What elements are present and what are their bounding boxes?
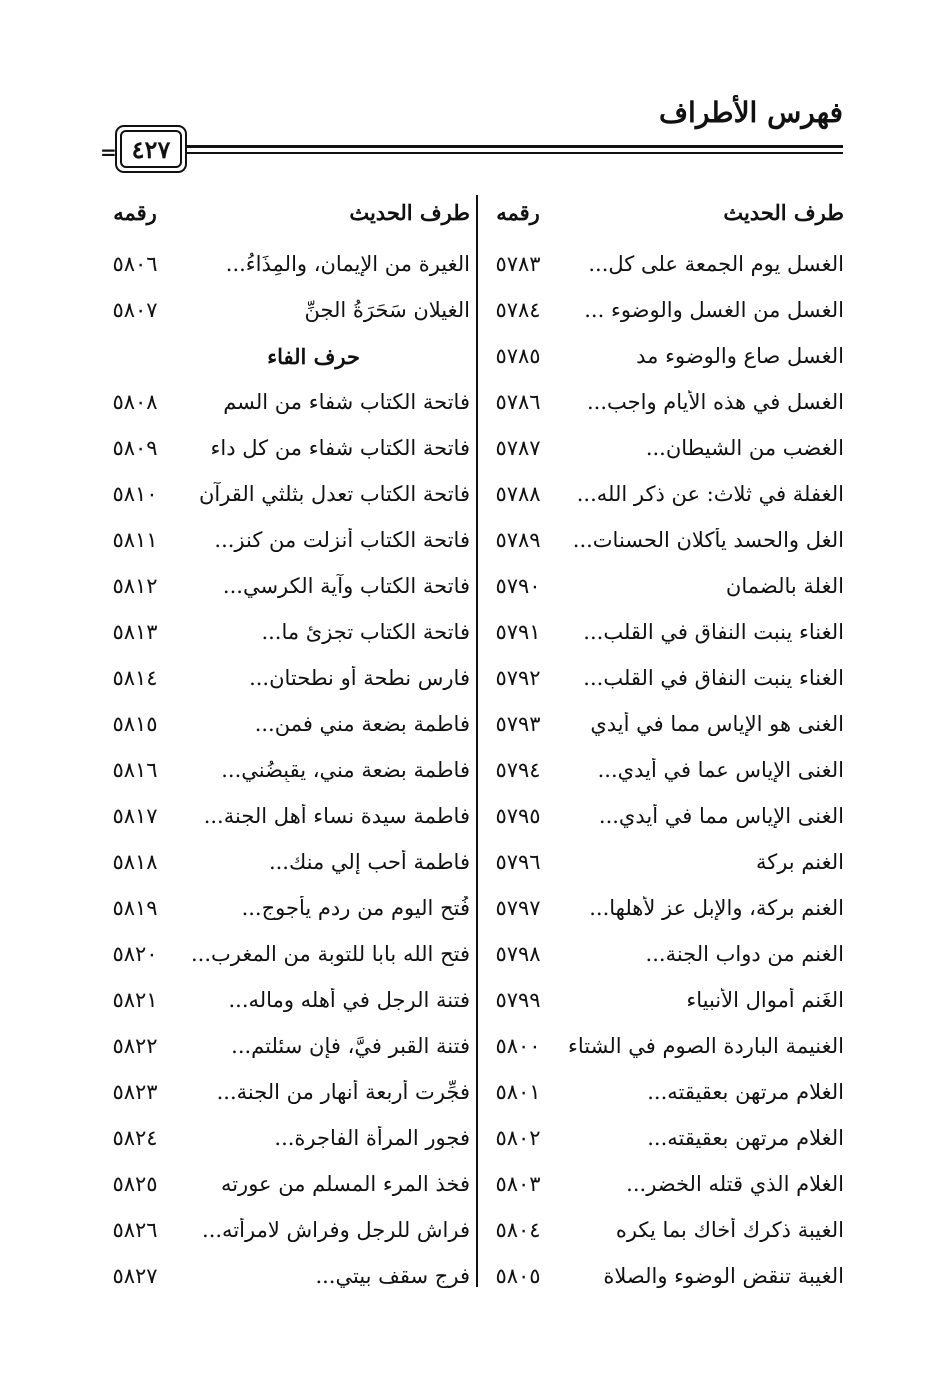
index-row bbox=[482, 655, 844, 701]
page-number: ٤٢٧ bbox=[131, 134, 171, 164]
hadith-number: ٥٧٩٨ bbox=[495, 942, 541, 966]
index-row bbox=[482, 977, 844, 1023]
index-row bbox=[482, 563, 844, 609]
hadith-number: ٥٧٨٥ bbox=[495, 344, 541, 368]
hadith-number: ٥٨٠٧ bbox=[112, 298, 158, 322]
hadith-number: ٥٨٢٤ bbox=[112, 1126, 158, 1150]
hadith-incipit: الغنم بركة bbox=[755, 850, 844, 874]
index-row bbox=[482, 931, 844, 977]
hadith-incipit: فجور المرأة الفاجرة... bbox=[274, 1126, 470, 1150]
hadith-number: ٥٨١٣ bbox=[112, 620, 158, 644]
hadith-number: ٥٨٠٨ bbox=[112, 390, 158, 414]
hadith-number: ٥٨٢٧ bbox=[112, 1264, 158, 1288]
index-row bbox=[482, 885, 844, 931]
hadith-incipit: فاطمة أحب إلي منك... bbox=[268, 850, 470, 874]
page-number-box bbox=[120, 130, 182, 168]
hadith-incipit: الغنى الإياس عما في أيدي... bbox=[597, 758, 844, 782]
header-hadith-label: طرف الحديث bbox=[349, 199, 470, 225]
hadith-incipit: الغسل من الغسل والوضوء ... bbox=[584, 298, 844, 322]
index-row bbox=[482, 1161, 844, 1207]
right-column-header bbox=[482, 195, 844, 229]
index-row bbox=[482, 609, 844, 655]
hadith-number: ٥٨١٦ bbox=[112, 758, 158, 782]
hadith-incipit: الغنم بركة، والإبل عز لأهلها... bbox=[589, 896, 844, 920]
hadith-number: ٥٨٠٩ bbox=[112, 436, 158, 460]
hadith-number: ٥٨١٤ bbox=[112, 666, 158, 690]
index-row bbox=[482, 517, 844, 563]
hadith-number: ٥٨٢٢ bbox=[112, 1034, 158, 1058]
hadith-number: ٥٨٠٢ bbox=[495, 1126, 541, 1150]
hadith-incipit: الغسل يوم الجمعة على كل... bbox=[588, 252, 844, 276]
index-row bbox=[100, 747, 470, 793]
index-row bbox=[100, 1069, 470, 1115]
index-row bbox=[482, 1207, 844, 1253]
index-row bbox=[100, 517, 470, 563]
index-row bbox=[482, 287, 844, 333]
hadith-incipit: الغناء ينبت النفاق في القلب... bbox=[583, 620, 844, 644]
header-rule-thick bbox=[186, 145, 843, 148]
hadith-number: ٥٧٩١ bbox=[495, 620, 541, 644]
index-row bbox=[100, 1253, 470, 1299]
hadith-incipit: الغل والحسد يأكلان الحسنات... bbox=[572, 528, 844, 552]
hadith-number: ٥٨٠٥ bbox=[495, 1264, 541, 1288]
hadith-number: ٥٨١٠ bbox=[112, 482, 158, 506]
index-row bbox=[482, 425, 844, 471]
index-row bbox=[100, 1207, 470, 1253]
index-row bbox=[482, 471, 844, 517]
section-heading-row bbox=[100, 333, 470, 379]
page-number-dash: = bbox=[100, 140, 117, 164]
hadith-number: ٥٨٢٠ bbox=[112, 942, 158, 966]
hadith-incipit: فاتحة الكتاب أنزلت من كنز... bbox=[214, 528, 470, 552]
hadith-number: ٥٧٩٩ bbox=[495, 988, 541, 1012]
index-row bbox=[100, 1115, 470, 1161]
hadith-number: ٥٨٠٦ bbox=[112, 252, 158, 276]
index-row bbox=[100, 793, 470, 839]
index-row bbox=[482, 1069, 844, 1115]
hadith-number: ٥٧٩٢ bbox=[495, 666, 541, 690]
hadith-incipit: الغنيمة الباردة الصوم في الشتاء bbox=[567, 1034, 844, 1058]
hadith-number: ٥٨١٩ bbox=[112, 896, 158, 920]
index-row bbox=[100, 977, 470, 1023]
index-row bbox=[100, 425, 470, 471]
hadith-incipit: فرج سقف بيتي... bbox=[315, 1264, 470, 1288]
running-title: فهرس الأطراف bbox=[659, 96, 843, 129]
hadith-incipit: فارس نطحة أو نطحتان... bbox=[249, 666, 470, 690]
hadith-incipit: فاتحة الكتاب شفاء من كل داء bbox=[210, 436, 470, 460]
hadith-incipit: الغيبة تنقض الوضوء والصلاة bbox=[603, 1264, 844, 1288]
hadith-incipit: الغيلان سَحَرَةُ الجنِّ bbox=[304, 298, 470, 322]
hadith-incipit: الغلام مرتهن بعقيقته... bbox=[647, 1080, 844, 1104]
index-row bbox=[100, 1161, 470, 1207]
index-row bbox=[482, 701, 844, 747]
hadith-incipit: فاتحة الكتاب وآية الكرسي... bbox=[222, 574, 470, 598]
hadith-number: ٥٨٢٥ bbox=[112, 1172, 158, 1196]
hadith-number: ٥٨٢١ bbox=[112, 988, 158, 1012]
index-row bbox=[482, 1253, 844, 1299]
hadith-incipit: فاطمة سيدة نساء أهل الجنة... bbox=[203, 804, 470, 828]
index-row bbox=[100, 471, 470, 517]
hadith-incipit: الغلام مرتهن بعقيقته... bbox=[647, 1126, 844, 1150]
index-row bbox=[100, 609, 470, 655]
hadith-number: ٥٧٩٣ bbox=[495, 712, 541, 736]
index-row bbox=[482, 839, 844, 885]
hadith-number: ٥٧٩٥ bbox=[495, 804, 541, 828]
index-row bbox=[482, 1023, 844, 1069]
hadith-incipit: فاتحة الكتاب تعدل بثلثي القرآن bbox=[198, 482, 470, 506]
index-row bbox=[100, 655, 470, 701]
index-row bbox=[100, 563, 470, 609]
right-column bbox=[482, 195, 844, 1299]
header-number-label: رقمه bbox=[496, 199, 540, 225]
index-row bbox=[482, 793, 844, 839]
hadith-incipit: الغيبة ذكرك أخاك بما يكره bbox=[615, 1218, 844, 1242]
hadith-incipit: فجِّرت أربعة أنهار من الجنة... bbox=[216, 1080, 470, 1104]
index-row bbox=[100, 1023, 470, 1069]
hadith-number: ٥٨٠٠ bbox=[495, 1034, 541, 1058]
index-row bbox=[482, 241, 844, 287]
hadith-number: ٥٨٠٣ bbox=[495, 1172, 541, 1196]
hadith-number: ٥٨٠١ bbox=[495, 1080, 541, 1104]
hadith-number: ٥٨١١ bbox=[112, 528, 158, 552]
hadith-incipit: الغفلة في ثلاث: عن ذكر الله... bbox=[576, 482, 844, 506]
hadith-incipit: فاتحة الكتاب تجزئ ما... bbox=[261, 620, 470, 644]
left-column-header bbox=[100, 195, 470, 229]
hadith-incipit: الغنى هو الإياس مما في أيدي bbox=[590, 712, 844, 736]
column-divider bbox=[476, 195, 478, 1287]
hadith-number: ٥٧٩٤ bbox=[495, 758, 541, 782]
section-title: حرف الفاء bbox=[267, 343, 360, 369]
index-row bbox=[482, 379, 844, 425]
hadith-number: ٥٨١٥ bbox=[112, 712, 158, 736]
hadith-incipit: الغنى الإياس مما في أيدي... bbox=[598, 804, 844, 828]
index-row bbox=[482, 1115, 844, 1161]
hadith-incipit: فتح الله بابا للتوبة من المغرب... bbox=[191, 942, 470, 966]
hadith-number: ٥٧٨٧ bbox=[495, 436, 541, 460]
index-row bbox=[482, 747, 844, 793]
header-number-label: رقمه bbox=[113, 199, 157, 225]
hadith-incipit: فتنة القبر فيَّ، فإن سئلتم... bbox=[231, 1034, 470, 1058]
hadith-number: ٥٨١٨ bbox=[112, 850, 158, 874]
header-hadith-label: طرف الحديث bbox=[723, 199, 844, 225]
hadith-number: ٥٧٩٦ bbox=[495, 850, 541, 874]
hadith-incipit: الغناء ينبت النفاق في القلب... bbox=[583, 666, 844, 690]
index-row bbox=[100, 241, 470, 287]
header-rule-thin bbox=[186, 152, 843, 154]
index-row bbox=[100, 931, 470, 977]
hadith-incipit: الغلام الذي قتله الخضر... bbox=[626, 1172, 844, 1196]
hadith-incipit: الغسل صاع والوضوء مد bbox=[636, 344, 844, 368]
hadith-incipit: فراش للرجل وفراش لامرأته... bbox=[202, 1218, 470, 1242]
hadith-incipit: الغيرة من الإيمان، والمِذَاءُ... bbox=[225, 252, 470, 276]
hadith-incipit: الغلة بالضمان bbox=[725, 574, 844, 598]
hadith-number: ٥٨١٧ bbox=[112, 804, 158, 828]
hadith-number: ٥٧٨٣ bbox=[495, 252, 541, 276]
hadith-number: ٥٧٩٠ bbox=[495, 574, 541, 598]
index-row bbox=[100, 701, 470, 747]
hadith-number: ٥٨٢٣ bbox=[112, 1080, 158, 1104]
index-row bbox=[482, 333, 844, 379]
hadith-number: ٥٨١٢ bbox=[112, 574, 158, 598]
hadith-incipit: فاطمة بضعة مني فمن... bbox=[254, 712, 470, 736]
hadith-incipit: فتنة الرجل في أهله وماله... bbox=[228, 988, 470, 1012]
index-row bbox=[100, 379, 470, 425]
hadith-incipit: فاتحة الكتاب شفاء من السم bbox=[223, 390, 470, 414]
hadith-number: ٥٨٢٦ bbox=[112, 1218, 158, 1242]
hadith-incipit: فُتح اليوم من ردم يأجوج... bbox=[241, 896, 470, 920]
index-row bbox=[100, 287, 470, 333]
hadith-number: ٥٧٩٧ bbox=[495, 896, 541, 920]
index-row bbox=[100, 885, 470, 931]
hadith-incipit: الغنم من دواب الجنة... bbox=[645, 942, 844, 966]
hadith-incipit: الغسل في هذه الأيام واجب... bbox=[586, 390, 844, 414]
index-row bbox=[100, 839, 470, 885]
hadith-number: ٥٧٨٦ bbox=[495, 390, 541, 414]
hadith-number: ٥٨٠٤ bbox=[495, 1218, 541, 1242]
left-column bbox=[100, 195, 470, 1299]
hadith-incipit: الغضب من الشيطان... bbox=[645, 436, 844, 460]
hadith-incipit: الغَنم أموال الأنبياء bbox=[686, 988, 844, 1012]
hadith-number: ٥٧٨٩ bbox=[495, 528, 541, 552]
hadith-number: ٥٧٨٤ bbox=[495, 298, 541, 322]
hadith-number: ٥٧٨٨ bbox=[495, 482, 541, 506]
hadith-incipit: فخذ المرء المسلم من عورته bbox=[220, 1172, 470, 1196]
hadith-incipit: فاطمة بضعة مني، يقبِضُني... bbox=[221, 758, 470, 782]
